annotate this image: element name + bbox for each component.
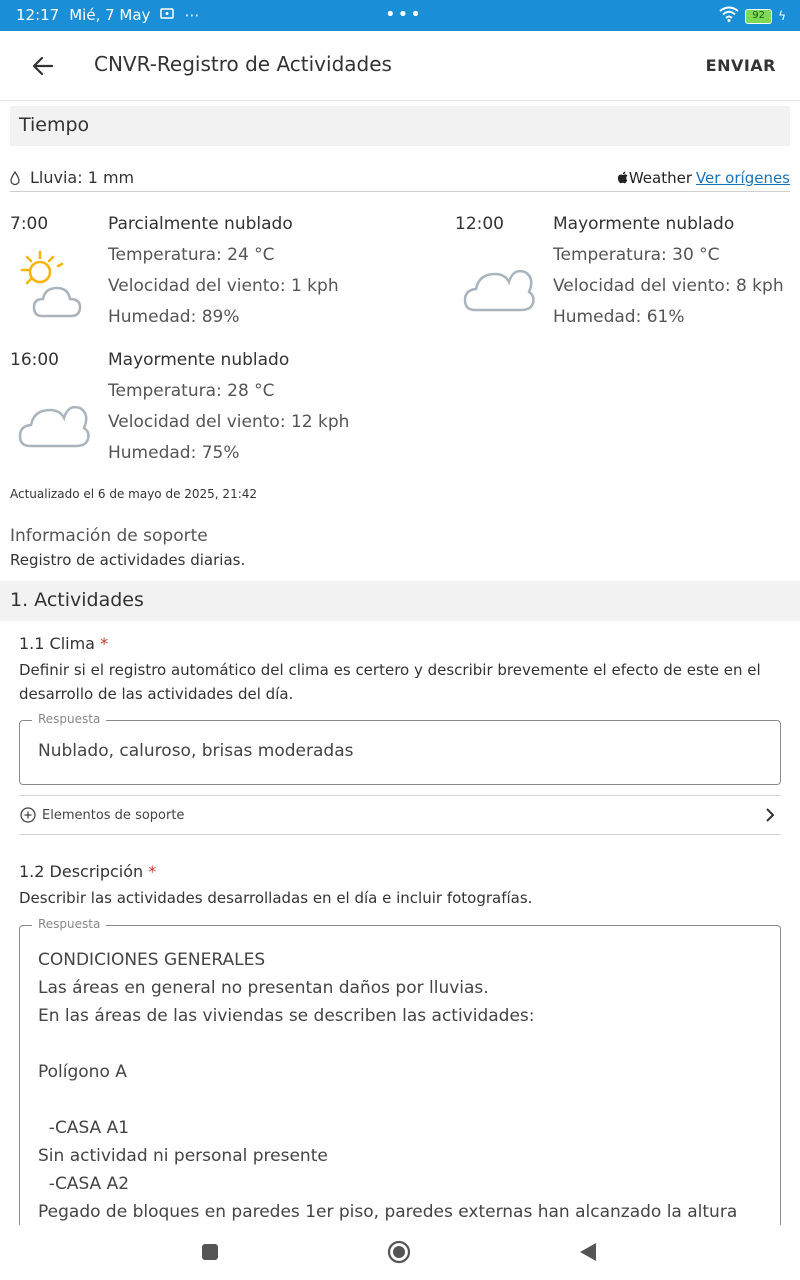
text-line: Sin actividad ni personal presente	[38, 1146, 328, 1166]
cloud-icon	[459, 246, 533, 325]
field-legend: Respuesta	[32, 917, 106, 931]
sources-link[interactable]: Ver orígenes	[695, 169, 790, 187]
text-line: CONDICIONES GENERALES	[38, 950, 266, 970]
required-mark: *	[100, 634, 109, 653]
question-title	[19, 862, 156, 881]
rain-info	[10, 168, 134, 187]
weather-wind: Velocidad del viento: 12 kph	[108, 412, 350, 432]
question-title	[19, 634, 108, 653]
activities-section-title: 1. Actividades	[0, 581, 800, 621]
page-title: CNVR-Registro de Actividades	[94, 52, 392, 76]
weather-wind: Velocidad del viento: 8 kph	[553, 276, 784, 296]
status-right	[719, 6, 786, 26]
status-time: 12:17	[16, 6, 60, 24]
weather-humidity: Humedad: 75%	[108, 443, 240, 463]
charging-icon: ϟ	[778, 9, 786, 23]
weather-humidity: Humedad: 61%	[553, 307, 685, 327]
text-line: Pegado de bloques en paredes 1er piso, paredes externas han alcanzado la altura	[38, 1202, 738, 1222]
question-title-text: 1.1 Clima	[19, 634, 95, 653]
weather-time: 16:00	[10, 350, 59, 370]
text-line: En las áreas de las viviendas se describen las actividades:	[38, 1006, 535, 1026]
arrow-back-icon	[32, 56, 54, 76]
weather-entry	[10, 350, 450, 480]
question-description: Definir si el registro automático del clima es certero y describir brevemente el efecto de este en el desarrollo de las actividades del día.	[19, 661, 761, 703]
description-answer-text	[38, 946, 737, 1226]
add-circle-icon	[20, 807, 36, 827]
weather-time: 7:00	[10, 214, 49, 234]
weather-temperature: Temperatura: 28 °C	[108, 381, 275, 401]
system-nav-bar	[0, 1225, 800, 1280]
text-line: -CASA A2	[38, 1174, 130, 1194]
weather-brand-text: Weather	[628, 169, 692, 187]
raindrop-icon	[10, 171, 20, 185]
climate-answer-field[interactable]	[19, 712, 781, 785]
weather-condition: Mayormente nublado	[108, 350, 290, 370]
weather-wind: Velocidad del viento: 1 kph	[108, 276, 339, 296]
status-bar	[0, 0, 800, 31]
support-elements-label: Elementos de soporte	[42, 808, 185, 823]
battery-icon: 92	[745, 9, 772, 24]
description-answer-field[interactable]	[19, 917, 781, 1245]
screen-cast-icon	[160, 6, 174, 24]
text-line: Polígono A	[38, 1062, 127, 1082]
required-mark: *	[148, 862, 157, 881]
status-center-dots: •••	[385, 4, 423, 25]
triangle-back-icon	[579, 1242, 597, 1262]
chevron-right-icon	[765, 807, 775, 827]
weather-entry	[10, 214, 450, 344]
question-title-text: 1.2 Descripción	[19, 862, 144, 881]
support-info-description: Registro de actividades diarias.	[10, 551, 246, 569]
weather-condition: Parcialmente nublado	[108, 214, 293, 234]
apple-logo-icon	[618, 171, 629, 184]
weather-humidity: Humedad: 89%	[108, 307, 240, 327]
weather-updated: Actualizado el 6 de mayo de 2025, 21:42	[10, 487, 258, 501]
text-line	[38, 1030, 737, 1058]
question-description: Describir las actividades desarrolladas en el día e incluir fotografías.	[19, 889, 533, 907]
support-elements-row[interactable]	[19, 795, 781, 835]
climate-answer-value: Nublado, caluroso, brisas moderadas	[38, 741, 354, 761]
rain-text: Lluvia: 1 mm	[30, 168, 135, 187]
send-button[interactable]: ENVIAR	[705, 56, 776, 75]
weather-temperature: Temperatura: 30 °C	[553, 245, 720, 265]
back-button[interactable]	[28, 51, 58, 81]
app-bar	[0, 31, 800, 101]
home-circle-icon	[387, 1240, 411, 1264]
weather-condition: Mayormente nublado	[553, 214, 735, 234]
weather-section-title: Tiempo	[10, 106, 790, 146]
status-date: Mié, 7 May	[69, 6, 151, 24]
square-icon	[201, 1243, 219, 1261]
status-left	[16, 6, 199, 24]
field-legend: Respuesta	[32, 712, 106, 726]
text-line: -CASA A1	[38, 1118, 130, 1138]
text-line	[38, 1086, 737, 1114]
wifi-icon	[719, 6, 739, 26]
rain-row	[10, 164, 790, 192]
weather-temperature: Temperatura: 24 °C	[108, 245, 275, 265]
support-info-title: Información de soporte	[10, 526, 208, 546]
weather-brand	[618, 169, 692, 187]
recents-button[interactable]	[201, 1243, 219, 1265]
cloud-icon	[14, 382, 88, 461]
back-nav-button[interactable]	[579, 1242, 597, 1266]
home-button[interactable]	[387, 1240, 411, 1268]
partly-cloudy-icon	[14, 246, 88, 325]
status-more-dots: ⋯	[184, 6, 200, 24]
weather-time: 12:00	[455, 214, 504, 234]
text-line: Las áreas en general no presentan daños por lluvias.	[38, 978, 489, 998]
weather-entry	[455, 214, 795, 344]
